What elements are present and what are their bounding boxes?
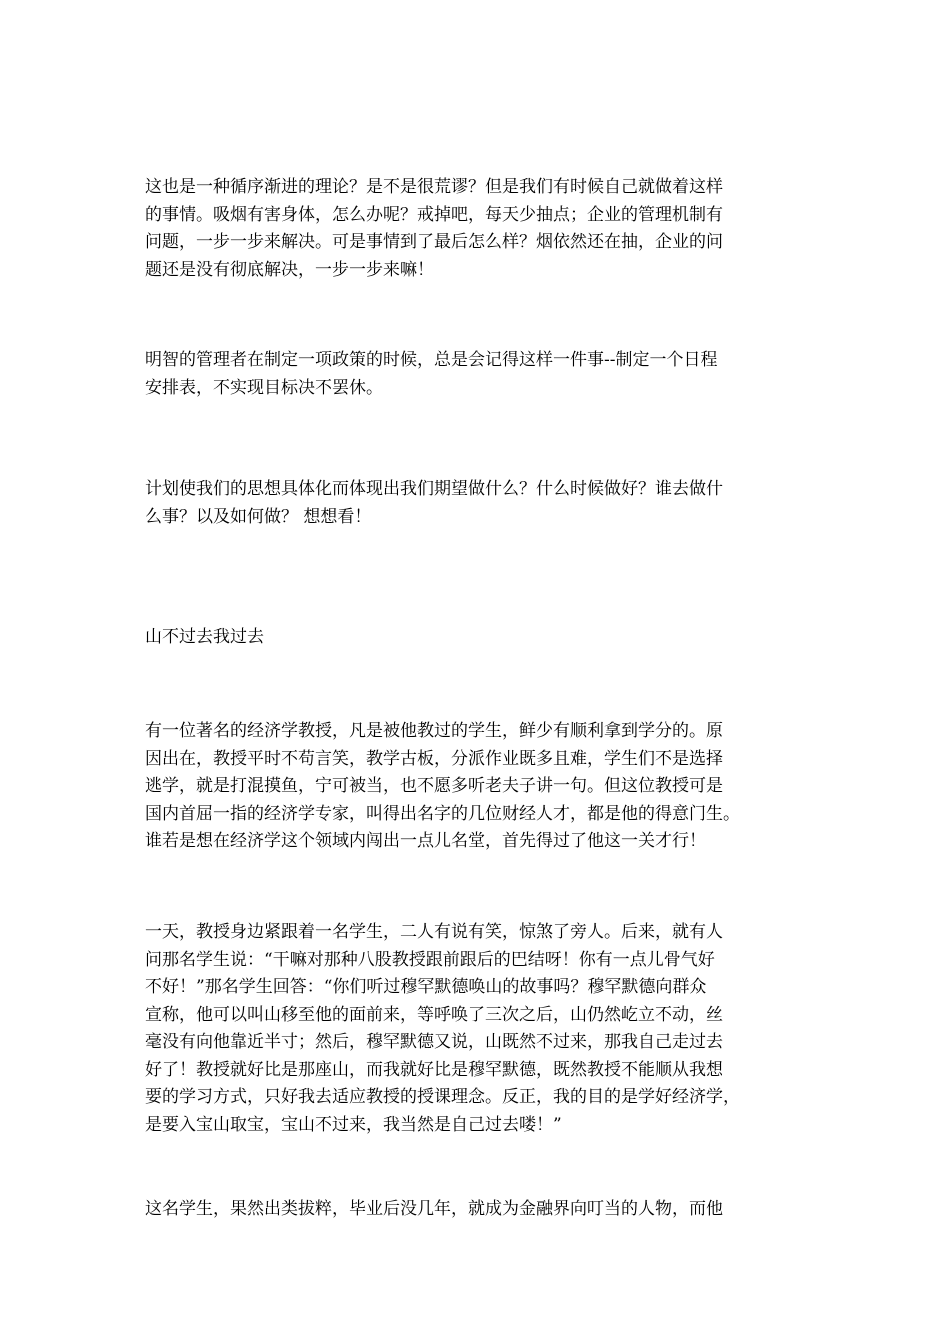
paragraph-planning: 计划使我们的思想具体化而体现出我们期望做什么？什么时候做好？谁去做什 么事？以及如何做？ 想想看！ — [145, 479, 723, 527]
paragraph-professor: 有一位著名的经济学教授，凡是被他教过的学生，鲜少有顺利拿到学分的。原 因出在，教授平时不苟言笑，教学古板，分派作业既多且难，学生们不是选择 逃学，就是打混摸鱼，宁可被当，也不愿多听老夫子讲一句。但这位教授可是 国内首屈一指的经济学专家，叫得出名字的几位财经人才，都是他的得意门生。 谁若是想在经济学这个领域内闯出一点儿名堂，首先得过了他这一关才行！ — [145, 721, 740, 851]
paragraph-gradual-progress: 这也是一种循序渐进的理论？是不是很荒谬？但是我们有时候自己就做着这样 的事情。吸烟有害身体，怎么办呢？戒掉吧，每天少抽点；企业的管理机制有 问题，一步一步来解决。可是事情到了最后怎么样？烟依然还在抽，企业的问 题还是没有彻底解决，一步一步来嘛！ — [145, 177, 723, 280]
paragraph-outcome: 这名学生，果然出类拔粹，毕业后没几年，就成为金融界向叮当的人物，而他 — [145, 1199, 723, 1219]
paragraph-student-story: 一天，教授身边紧跟着一名学生，二人有说有笑，惊煞了旁人。后来，就有人 问那名学生说：“干嘛对那种八股教授跟前跟后的巴结呀！你有一点儿骨气好 不好！”那名学生回答：“你们听过穆罕默德唤山的故事吗？穆罕默德向群众 宣称，他可以叫山移至他的面前来，等呼唤了三次之后，山仍然屹立不动，丝 毫没有向他靠近半寸；然后，穆罕默德又说，山既然不过来，那我自己走过去 好了！教授就好比是那座山，而我就好比是穆罕默德，既然教授不能顺从我想 要的学习方式，只好我去适应教授的授课理念。反正，我的目的是学好经济学， 是要入宝山取宝，宝山不过来，我当然是自己过去喽！” — [145, 922, 740, 1135]
section-heading: 山不过去我过去 — [145, 627, 264, 647]
paragraph-wise-manager: 明智的管理者在制定一项政策的时候，总是会记得这样一件事--制定一个日程 安排表，不实现目标决不罢休。 — [145, 350, 718, 398]
